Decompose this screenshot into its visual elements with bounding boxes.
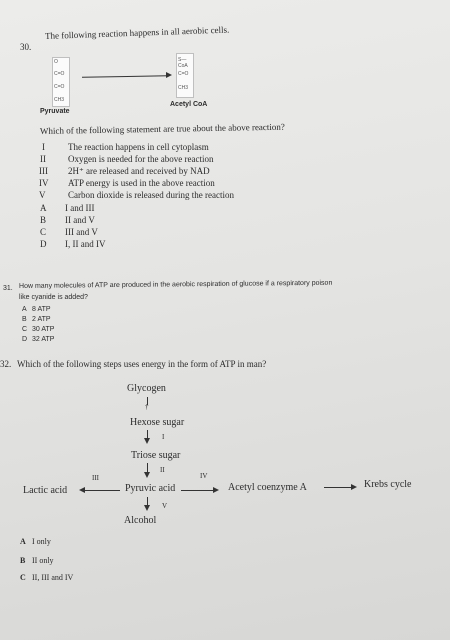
option-letter: A (40, 203, 47, 213)
option-b[interactable]: 2 ATP (32, 316, 51, 323)
statement-number: V (39, 190, 46, 200)
reaction-arrow-line (82, 75, 168, 78)
option-a[interactable]: I only (32, 537, 51, 546)
node-triose-sugar: Triose sugar (131, 450, 181, 461)
arrow-right-icon (213, 487, 219, 493)
q31-number: 31. (3, 285, 13, 292)
option-letter: B (22, 316, 27, 323)
option-letter: C (22, 326, 28, 333)
arrow-line-to-krebs (324, 487, 352, 488)
option-a[interactable]: 8 ATP (32, 306, 51, 313)
arrow-line-step-v (147, 497, 148, 505)
q32-stem: Which of the following steps uses energy in the form of ATP in man? (17, 359, 267, 369)
arrow-right-icon (351, 484, 357, 490)
pyruvate-structure (52, 57, 70, 107)
option-letter: A (22, 306, 27, 313)
q31-stem-line1: How many molecules of ATP are produced in the aerobic respiration of glucose if a respiratory poison (18, 279, 333, 290)
arrow-line-step-ii (147, 463, 148, 472)
node-alcohol: Alcohol (124, 515, 157, 526)
acetyl-coa-structure (176, 53, 194, 98)
option-c[interactable]: II, III and IV (32, 573, 74, 582)
statement-text: Oxygen is needed for the above reaction (68, 154, 214, 164)
option-letter: B (40, 215, 47, 225)
arrow-line-step-iv (181, 490, 214, 491)
q32-number: 32. (0, 359, 12, 369)
node-pyruvic-acid: Pyruvic acid (125, 483, 176, 494)
q30-question: Which of the following statement are true about the above reaction? (39, 121, 285, 136)
option-d[interactable]: I, II and IV (65, 239, 106, 249)
acetyl-formula-line: CH3 (178, 85, 189, 91)
node-acetyl-coenzyme-a: Acetyl coenzyme A (228, 482, 307, 493)
option-c[interactable]: 30 ATP (32, 326, 55, 333)
statement-text: Carbon dioxide is released during the reaction (68, 190, 234, 200)
node-lactic-acid: Lactic acid (23, 485, 68, 496)
acetyl-coa-label: Acetyl CoA (170, 101, 208, 108)
pyruvate-label: Pyruvate (40, 108, 70, 115)
statement-number: III (39, 166, 48, 176)
step-label-iii: III (92, 474, 99, 482)
node-glycogen: Glycogen (127, 383, 166, 394)
option-letter: A (20, 537, 26, 546)
statement-text: The reaction happens in cell cytoplasm (68, 142, 209, 152)
option-letter: D (40, 239, 47, 249)
statement-number: I (42, 142, 45, 152)
q30-number: 30. (20, 42, 32, 52)
step-label-v: V (162, 502, 168, 510)
reaction-arrow-head-icon (166, 72, 172, 78)
statement-text: 2H⁺ are released and received by NAD (68, 166, 210, 176)
pyruvate-formula-line: CH3 (54, 97, 65, 103)
pyruvate-formula-line: C=O (54, 71, 65, 77)
step-label-i: I (162, 433, 165, 441)
option-b[interactable]: II only (32, 556, 54, 565)
arrow-line-step-iii (85, 490, 120, 491)
arrow-down-icon (144, 505, 150, 511)
node-krebs-cycle: Krebs cycle (364, 479, 412, 490)
step-label-ii: II (160, 466, 165, 474)
acetyl-formula-line: C=O (178, 71, 189, 77)
arrow-line-step-i (147, 430, 148, 438)
dagger-icon: † (145, 403, 149, 411)
option-a[interactable]: I and III (65, 203, 95, 213)
arrow-down-icon (144, 472, 150, 478)
acetyl-formula-line: S—CoA (178, 57, 188, 69)
statement-number: IV (39, 178, 49, 188)
option-letter: B (20, 556, 26, 565)
q30-stem: The following reaction happens in all aerobic cells. (44, 24, 230, 41)
step-label-iv: IV (200, 472, 208, 480)
arrow-down-icon (144, 438, 150, 444)
option-letter: D (22, 336, 28, 343)
option-letter: C (40, 227, 47, 237)
option-letter: C (20, 573, 26, 582)
node-hexose-sugar: Hexose sugar (130, 417, 185, 428)
option-c[interactable]: III and V (65, 227, 98, 237)
option-b[interactable]: II and V (65, 215, 95, 225)
q31-stem-line2: like cyanide is added? (19, 294, 88, 301)
pyruvate-formula-line: C=O (54, 84, 65, 90)
option-d[interactable]: 32 ATP (32, 336, 55, 343)
statement-number: II (40, 154, 46, 164)
statement-text: ATP energy is used in the above reaction (68, 178, 215, 188)
pyruvate-formula-line: O (54, 59, 58, 65)
